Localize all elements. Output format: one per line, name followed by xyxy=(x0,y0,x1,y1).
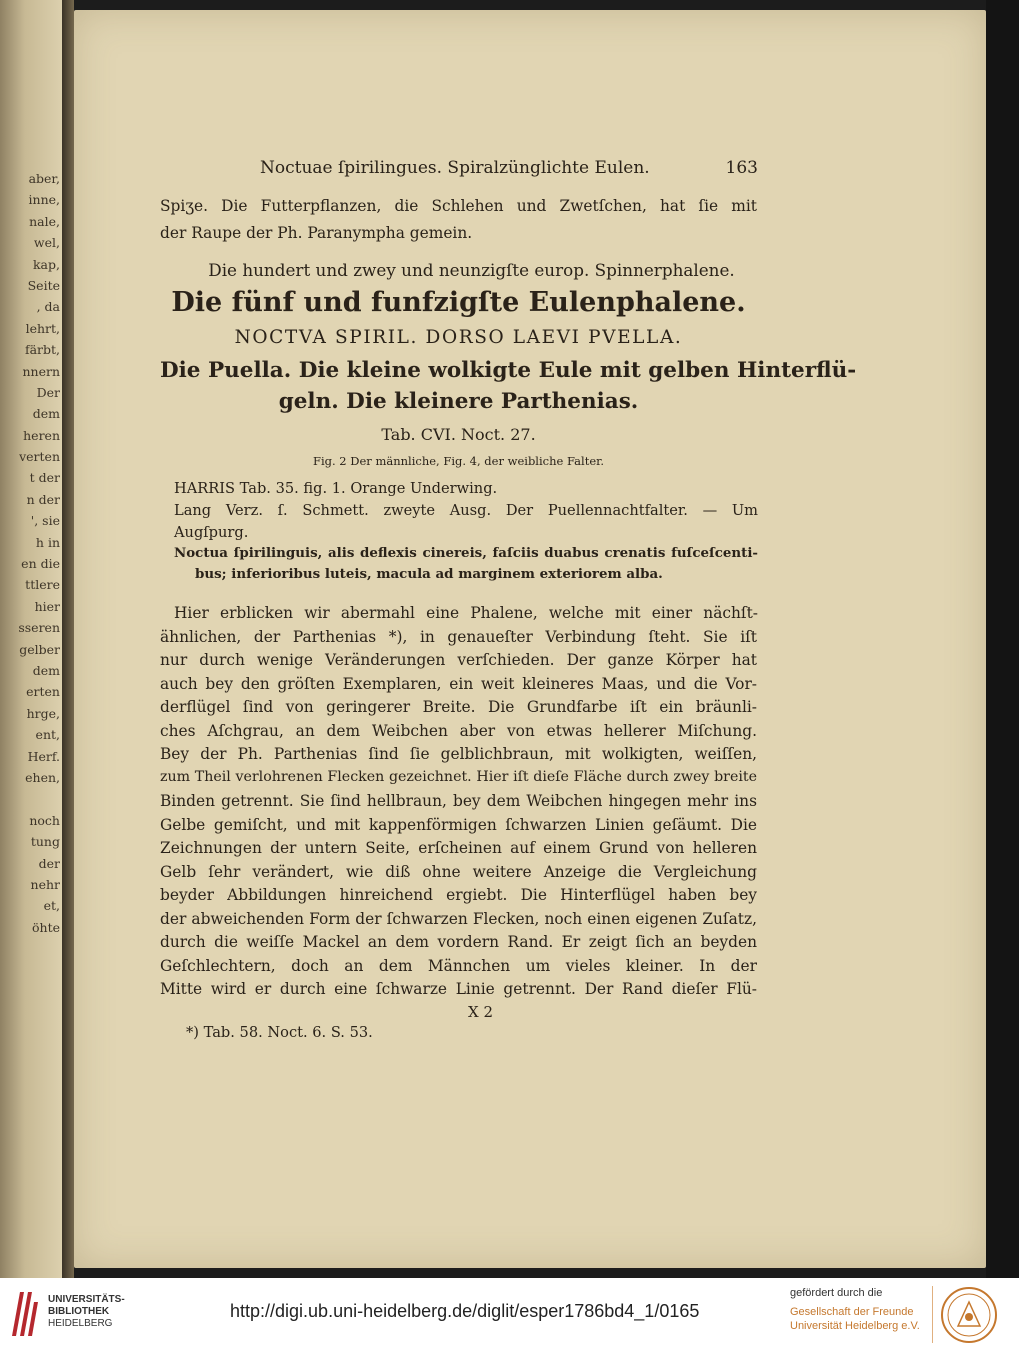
body-line: Zeichnungen der untern Seite, erſcheinen auf einem Grund von helleren xyxy=(160,839,757,857)
sponsor-name xyxy=(790,1305,920,1333)
scan-background xyxy=(986,0,1019,1278)
german-title: Die Puella. Die kleine wolkigte Eule mit gelben Hinterflü- xyxy=(160,358,857,383)
prev-fragment: noch xyxy=(29,812,60,828)
body-line: zum Theil verlohrenen Flecken gezeichnet. Hier iſt dieſe Fläche durch zwey breite xyxy=(160,768,757,785)
prev-fragment: nnern xyxy=(22,363,60,379)
body-line: auch bey den gröſten Exemplaren, ein weit kleineres Maas, und die Vor- xyxy=(160,674,757,693)
body-line: Mitte wird er durch eine ſchwarze Linie getrennt. Der Rand dieſer Flü- xyxy=(160,980,757,998)
prev-fragment xyxy=(2,788,60,809)
prev-fragment: aber, xyxy=(28,171,60,186)
prev-fragment: färbt, xyxy=(24,342,60,358)
latin-diagnosis: Noctua ſpirilinguis, alis deflexis cinereis, faſciis duabus crenatis fuſceſcenti- xyxy=(174,545,758,561)
heading-spinnerphalene: Die hundert und zwey und neunzigſte europ. Spinnerphalene. xyxy=(208,260,735,280)
body-line: Geſchlechtern, doch an dem Männchen um vieles kleiner. In der xyxy=(160,956,757,975)
prev-fragment: lehrt, xyxy=(25,320,60,336)
prev-fragment: t der xyxy=(29,470,60,486)
prev-fragment: ttlere xyxy=(25,577,60,593)
latin-diagnosis: bus; inferioribus luteis, macula ad marginem exteriorem alba. xyxy=(195,566,663,582)
sponsor-name-line: Universität Heidelberg e.V. xyxy=(790,1320,920,1332)
prev-fragment: , da xyxy=(36,299,60,315)
prev-fragment: et, xyxy=(43,898,60,914)
body-line: nur durch wenige Veränderungen verſchieden. Der ganze Körper hat xyxy=(160,651,757,669)
previous-page-edge xyxy=(0,0,62,1278)
prev-fragment: tung xyxy=(30,834,60,850)
prev-fragment: ent, xyxy=(35,727,60,743)
latin-title: NOCTVA SPIRIL. DORSO LAEVI PVELLA. xyxy=(234,327,683,348)
running-title: Noctuae ſpirilingues. Spiralzünglichte Eulen. xyxy=(260,158,650,178)
prev-fragment: wel, xyxy=(33,235,60,251)
body-line: durch die weiſſe Mackel an dem vordern Rand. Er zeigt ſich an beyden xyxy=(160,933,757,951)
permalink-url[interactable]: http://digi.ub.uni-heidelberg.de/diglit/esper1786bd4_1/0165 xyxy=(230,1301,700,1321)
prev-fragment: Der xyxy=(36,384,60,400)
sponsor-divider xyxy=(932,1286,933,1343)
page-number: 163 xyxy=(725,158,758,178)
prev-fragment: Seite xyxy=(27,277,60,293)
intro-line: Spiʒe. Die Futterpflanzen, die Schlehen und Zwetſchen, hat ſie mit xyxy=(160,197,757,215)
body-line: Hier erblicken wir abermahl eine Phalene, welche mit einer nächſt- xyxy=(174,604,758,622)
prev-fragment: verten xyxy=(19,449,60,465)
signature-mark: X 2 xyxy=(468,1003,493,1021)
prev-fragment: dem xyxy=(32,662,60,678)
prev-fragment: hier xyxy=(34,598,60,614)
intro-line: der Raupe der Ph. Paranympha gemein. xyxy=(160,224,473,242)
body-line: ähnlichen, der Parthenias *), in genaueſter Verbindung ſteht. Sie iſt xyxy=(160,627,757,646)
prev-fragment: heren xyxy=(23,427,60,443)
german-title: geln. Die kleinere Parthenias. xyxy=(278,389,639,414)
synonym-line: Augſpurg. xyxy=(174,524,249,541)
prev-fragment: ', sie xyxy=(30,513,60,529)
prev-fragment: ehen, xyxy=(25,769,60,785)
library-logo-icon xyxy=(10,1290,40,1338)
sponsor-name-line: Gesellschaft der Freunde xyxy=(790,1306,914,1318)
viewer-footer xyxy=(0,1278,1019,1351)
figure-note: Fig. 2 Der männliche, Fig. 4, der weibliche Falter. xyxy=(312,454,605,468)
sponsor-label: gefördert durch die xyxy=(790,1287,883,1299)
prev-fragment: dem xyxy=(32,406,60,422)
body-line: ches Aſchgrau, an dem Weibchen aber von etwas hellerer Miſchung. xyxy=(160,721,757,740)
body-line: Binden getrennt. Sie ſind hellbraun, bey dem Weibchen hingegen mehr ins xyxy=(160,792,757,810)
prev-fragment: h in xyxy=(35,534,60,550)
prev-fragment: sseren xyxy=(18,620,60,636)
body-line: Gelbe gemiſcht, und mit kappenförmigen ſchwarzen Linien geſäumt. Die xyxy=(160,815,757,834)
prev-fragment: n der xyxy=(26,491,60,507)
plate-reference: Tab. CVI. Noct. 27. xyxy=(381,425,536,444)
library-name-line: HEIDELBERG xyxy=(48,1318,113,1329)
university-seal-icon xyxy=(940,1286,998,1344)
prev-fragment: der xyxy=(38,855,60,871)
prev-fragment: nehr xyxy=(30,876,60,892)
body-line: der abweichenden Form der ſchwarzen Flecken, noch einen eigenen Zuſatz, xyxy=(160,909,757,928)
footnote: *) Tab. 58. Noct. 6. S. 53. xyxy=(186,1024,373,1041)
library-name xyxy=(48,1294,125,1330)
heading-eulenphalene: Die fünf und funfzigſte Eulenphalene. xyxy=(171,287,746,318)
body-line: Gelb ſehr verändert, wie diß ohne weitere Anzeige die Vergleichung xyxy=(160,862,757,881)
prev-fragment: nale, xyxy=(29,213,60,229)
library-name-line: UNIVERSITÄTS- xyxy=(48,1294,125,1305)
body-line: Bey der Ph. Parthenias ſind ſie gelblichbraun, mit wolkigten, weiſſen, xyxy=(160,745,757,763)
synonym-line: Lang Verz. ſ. Schmett. zweyte Ausg. Der Puellennachtfalter. — Um xyxy=(174,502,758,519)
prev-fragment: kap, xyxy=(32,256,60,272)
prev-fragment: en die xyxy=(21,556,60,572)
library-name-line: BIBLIOTHEK xyxy=(48,1306,110,1317)
synonym-line: HARRIS Tab. 35. fig. 1. Orange Underwing. xyxy=(174,480,498,497)
prev-fragment: gelber xyxy=(19,641,60,657)
prev-fragment: inne, xyxy=(28,192,60,208)
prev-fragment: öhte xyxy=(32,919,60,935)
body-line: beyder Abbildungen hinreichend ergiebt. Die Hinterflügel haben bey xyxy=(160,886,757,904)
prev-fragment: hrge, xyxy=(26,705,60,721)
prev-fragment: Herf. xyxy=(27,748,60,764)
body-line: derflügel ſind von geringerer Breite. Die Grundfarbe iſt ein bräunli- xyxy=(160,698,757,716)
previous-page-text xyxy=(2,168,60,938)
book-gutter xyxy=(62,0,74,1278)
prev-fragment: erten xyxy=(26,684,60,700)
